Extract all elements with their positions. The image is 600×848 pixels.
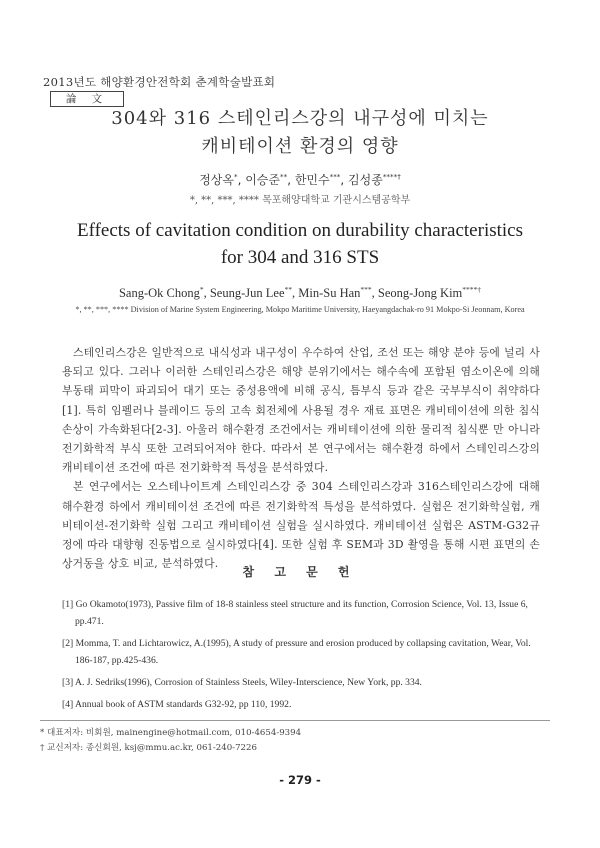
reference-item-1: [1] Go Okamoto(1973), Passive film of 18-8 stainless steel structure and its function, Corrosion Science, Vol. 13, Issue 6, pp.471.: [62, 599, 528, 627]
author-en-1: Sang-Ok Chong: [118, 286, 200, 300]
korean-affiliation: *, **, ***, **** 목포해양대학교 기관시스템공학부: [189, 195, 411, 206]
author-ko-3-mark: ***: [329, 172, 341, 181]
footnote-corresponding-author: † 교신저자: 종신회원, ksj@mmu.ac.kr, 061-240-7226: [40, 743, 257, 753]
korean-title-line1: 304와 316 스테인리스강의 내구성에 미치는: [111, 108, 489, 129]
author-en-4-mark: ****†: [462, 284, 482, 294]
author-ko-4: 김성종: [348, 173, 383, 187]
author-ko-1: 정상옥: [199, 173, 234, 187]
author-en-3: Min-Su Han: [298, 286, 361, 300]
reference-item-2: [2] Momma, T. and Lichtarowicz, A.(1995), A study of pressure and erosion produced by collapsing cavitation, Wear, Vol. 186-187, pp.425-436.: [62, 638, 531, 666]
english-title-line2: for 304 and 316 STS: [220, 247, 380, 268]
author-sep: ,: [292, 286, 299, 300]
author-en-3-mark: ***: [360, 284, 372, 294]
paper-type-label: 論 文: [50, 91, 124, 107]
reference-item-4: [4] Annual book of ASTM standards G32-92, pp 110, 1992.: [62, 699, 292, 710]
author-sep: ,: [340, 173, 349, 187]
body-text: [62, 343, 540, 573]
korean-title-line2: 캐비테이션 환경의 영향: [201, 136, 399, 157]
references-heading: 참 고 문 헌: [242, 565, 358, 579]
body-paragraph-2: 본 연구에서는 오스테나이트계 스테인리스강 중 304 스테인리스강과 316스테인리스강에 대해 해수환경 하에서 캐비테이션 조건에 따른 전기화학적 특성을 분석하였다. 실험은 전기화학실험, 캐비테이션-전기화학 실험 그리고 캐비테이션 실험을 실시하였다. 캐비테이션 실험은 ASTM-G32규정에 따라 대향형 진동법으로 실시하였다[4]. 또한 실험 후 SEM과 3D 촬영을 통해 시편 표면의 손상거동을 상호 비교, 분석하였다.: [62, 480, 540, 571]
author-sep: ,: [287, 173, 295, 187]
author-ko-4-mark: ****†: [382, 172, 401, 181]
author-ko-2-mark: **: [280, 172, 288, 181]
page-number: - 279 -: [279, 773, 321, 787]
author-en-2-mark: **: [284, 284, 292, 294]
author-en-4: Seong-Jong Kim: [377, 286, 463, 300]
english-title-line1: Effects of cavitation condition on durability characteristics: [77, 220, 523, 241]
conference-header: 2013년도 해양환경안전학회 춘계학술발표회: [43, 75, 276, 89]
english-affiliation: *, **, ***, **** Division of Marine System Engineering, Mokpo Maritime University, Haeyangdachak-ro 91 Mokpo-Si Jeonnam, Korea: [75, 305, 525, 314]
author-ko-3: 한민수: [294, 173, 330, 187]
author-ko-1-mark: *: [233, 172, 238, 181]
english-authors: [0, 286, 600, 301]
footnotes: [40, 726, 301, 756]
reference-item-3: [3] A. J. Sedriks(1996), Corrosion of Stainless Steels, Wiley-Interscience, New York, pp. 334.: [62, 677, 422, 688]
author-en-2: Seung-Jun Lee: [209, 286, 285, 300]
author-sep: ,: [203, 286, 210, 300]
author-sep: ,: [371, 286, 378, 300]
footnote-divider: [40, 720, 550, 721]
author-sep: ,: [237, 173, 246, 187]
footnote-lead-author: * 대표저자: 비회원, mainengine@hotmail.com, 010-4654-9394: [40, 728, 302, 738]
body-paragraph-1: 스테인리스강은 일반적으로 내식성과 내구성이 우수하여 산업, 조선 또는 해양 분야 등에 널리 사용되고 있다. 그러나 이러한 스테인리스강은 해양 분위기에서는 해수속에 포함된 염소이온에 의해 부동태 피막이 파괴되어 대기 또는 중성용액에 비해 공식, 틈부식 등과 같은 국부부식이 취약하다[1]. 특히 임펠러나 블레이드 등의 고속 회전체에 사용될 경우 재료 표면은 캐비테이션에 의한 침식 손상이 가속화된다[2-3]. 아울러 해수환경 조건에서는 캐비테이션에 의한 물리적 침식뿐 만 아니라 전기화학적 부식 또한 고려되어져야 한다. 따라서 본 연구에서는 해수환경 하에서 스테인리스강의 캐비테이션 조건에 따른 전기화학적 특성을 분석하였다.: [62, 346, 540, 475]
references-list: [62, 596, 548, 718]
author-ko-2: 이승준: [245, 173, 280, 187]
korean-authors: [0, 171, 600, 188]
author-en-1-mark: *: [199, 284, 204, 294]
